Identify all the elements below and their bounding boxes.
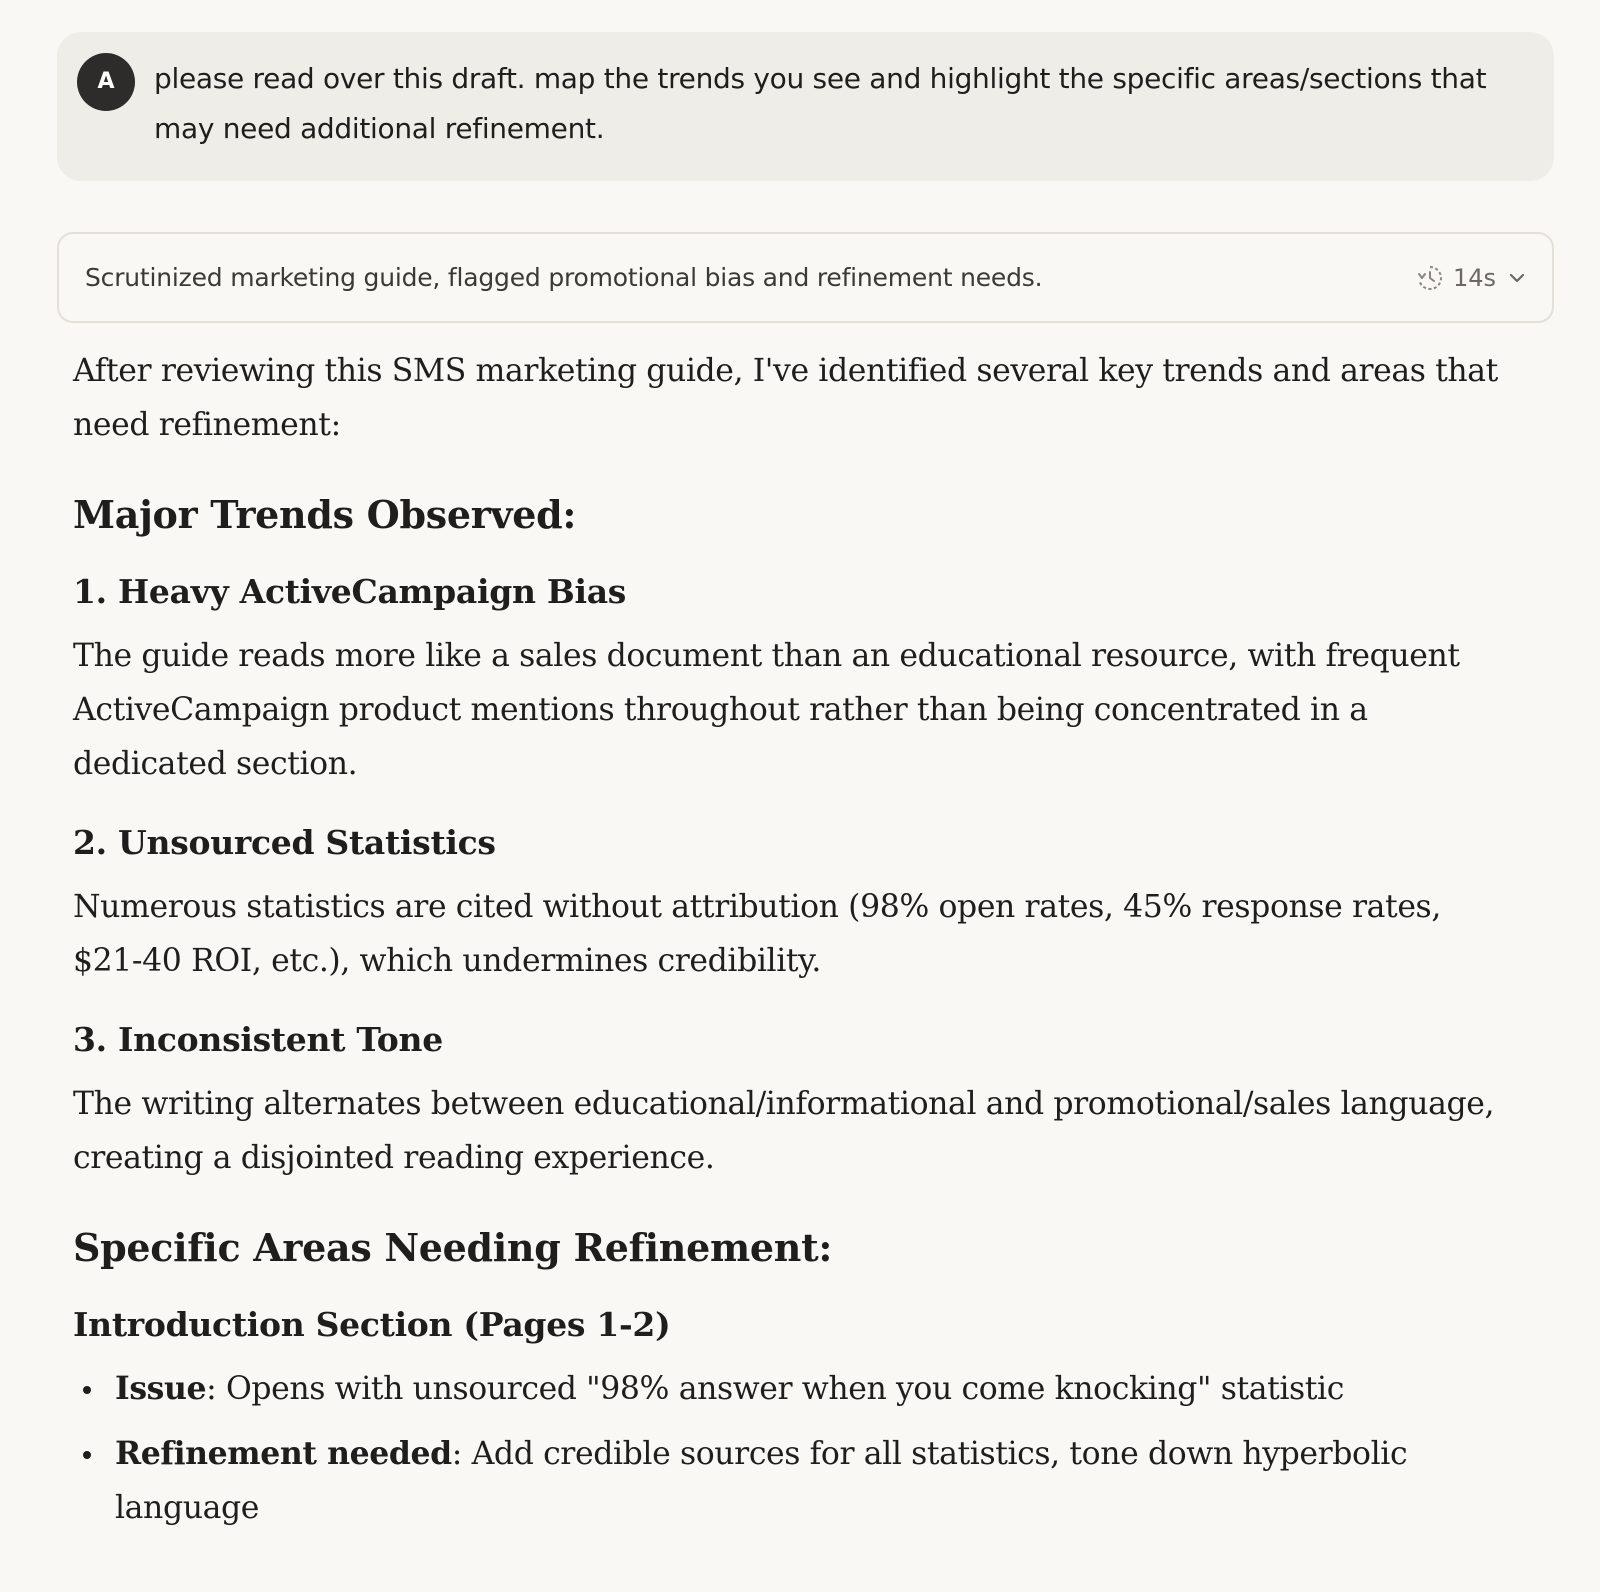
user-message <box>57 32 1554 181</box>
bullet-text: : Add credible sources for all statistics, tone down hyperbolic language <box>115 1436 1408 1526</box>
trend-body: The guide reads more like a sales document than an educational resource, with frequent ActiveCampaign product mentions throughout rather than being concentrated in a dedicated section. <box>73 638 1460 782</box>
list-item <box>73 1427 1513 1535</box>
assistant-response <box>73 344 1513 1535</box>
trend-body: Numerous statistics are cited without attribution (98% open rates, 45% response rates, $21-40 ROI, etc.), which undermines credibility. <box>73 889 1441 979</box>
user-message-text: please read over this draft. map the trends you see and highlight the specific areas/sections that may need additional refinement. <box>154 62 1487 145</box>
user-avatar[interactable]: A <box>77 53 135 111</box>
chevron-down-icon[interactable] <box>1506 267 1528 289</box>
bullet-text: : Opens with unsourced "98% answer when you come knocking" statistic <box>206 1371 1344 1407</box>
trend-body: The writing alternates between educational/informational and promotional/sales language, creating a disjointed reading experience. <box>73 1086 1495 1176</box>
bullet-label: Issue <box>115 1370 207 1407</box>
section-title: Introduction Section (Pages 1-2) <box>73 1305 671 1344</box>
response-intro: After reviewing this SMS marketing guide, I've identified several key trends and areas that need refinement: <box>73 353 1498 443</box>
thinking-duration: 14s <box>1452 263 1496 292</box>
trend-title: 1. Heavy ActiveCampaign Bias <box>73 572 627 611</box>
list-item <box>73 1362 1513 1416</box>
thinking-meta <box>1417 234 1528 321</box>
refinement-heading: Specific Areas Needing Refinement: <box>73 1225 833 1270</box>
trend-title: 3. Inconsistent Tone <box>73 1020 443 1059</box>
thinking-summary-text: Scrutinized marketing guide, flagged promotional bias and refinement needs. <box>85 263 1043 292</box>
clock-icon <box>1417 265 1443 291</box>
bullet-label: Refinement needed <box>115 1435 452 1472</box>
trend-title: 2. Unsourced Statistics <box>73 823 496 862</box>
trends-heading: Major Trends Observed: <box>73 492 577 537</box>
section-bullets <box>73 1362 1513 1535</box>
thinking-summary-toggle[interactable] <box>57 232 1554 323</box>
